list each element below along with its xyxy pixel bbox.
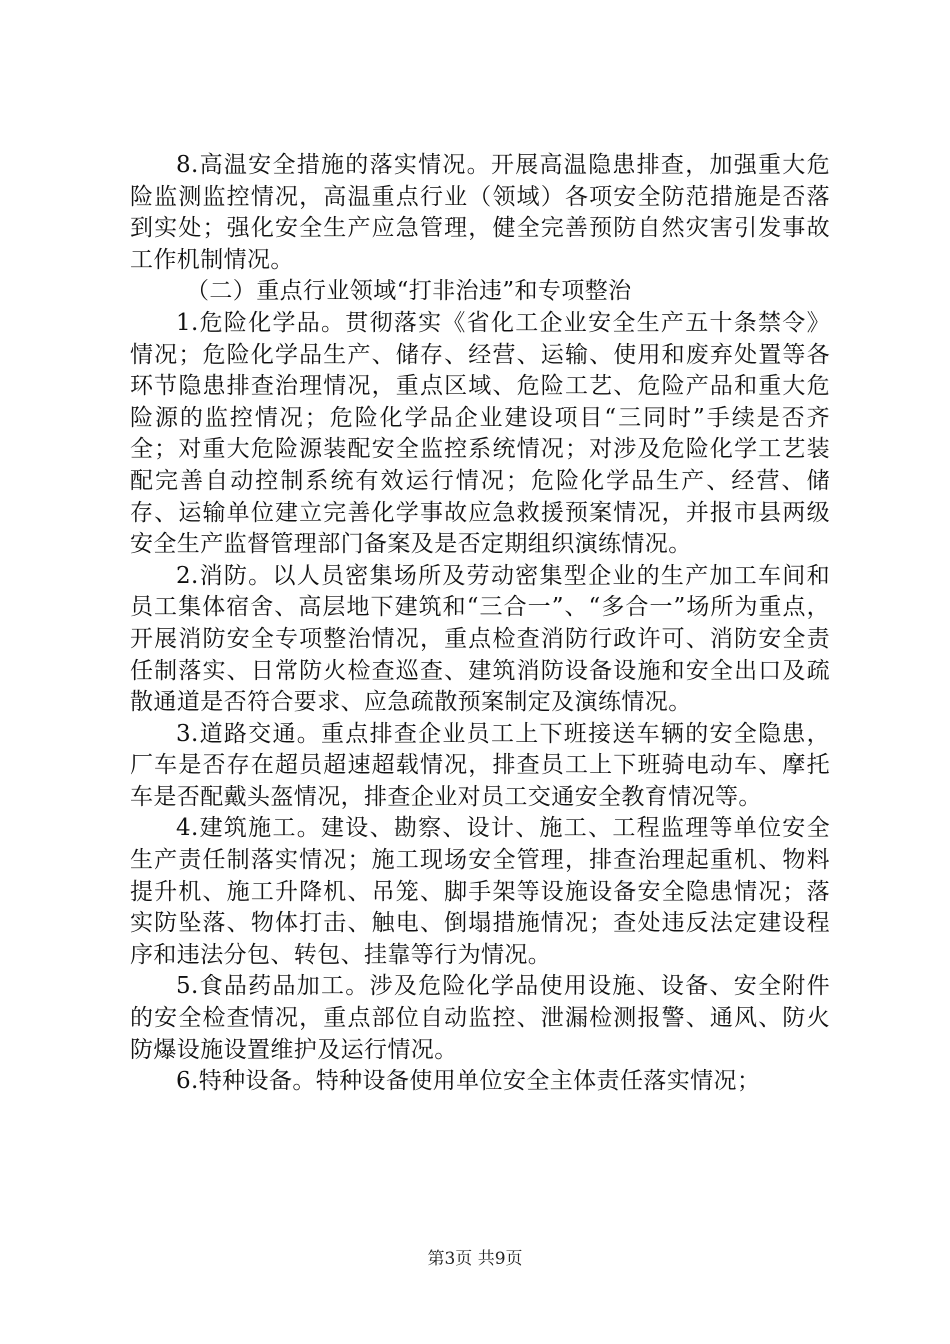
document-body: [130, 150, 830, 1098]
paragraph-high-temperature: 8.高温安全措施的落实情况。开展高温隐患排查，加强重大危险监测监控情况，高温重点行业（领域）各项安全防范措施是否落到实处；强化安全生产应急管理，健全完善预防自然灾害引发事故工作机制情况。: [130, 152, 830, 273]
paragraph-food-drug: 5.食品药品加工。涉及危险化学品使用设施、设备、安全附件的安全检查情况，重点部位自动监控、泄漏检测报警、通风、防火防爆设施设置维护及运行情况。: [130, 973, 830, 1063]
paragraph-fire-safety: 2.消防。以人员密集场所及劳动密集型企业的生产加工车间和员工集体宿舍、高层地下建筑和“三合一”、“多合一”场所为重点，开展消防安全专项整治情况，重点检查消防行政许可、消防安全责任制落实、日常防火检查巡查、建筑消防设备设施和安全出口及疏散通道是否符合要求、应急疏散预案制定及演练情况。: [130, 562, 830, 716]
paragraph-construction: 4.建筑施工。建设、勘察、设计、施工、工程监理等单位安全生产责任制落实情况；施工现场安全管理，排查治理起重机、物料提升机、施工升降机、吊笼、脚手架等设施设备安全隐患情况；落实防坠落、物体打击、触电、倒塌措施情况；查处违反法定建设程序和违法分包、转包、挂靠等行为情况。: [130, 815, 830, 968]
page-number-footer: 第3页 共9页: [427, 1249, 523, 1269]
paragraph-hazardous-chemicals: 1.危险化学品。贯彻落实《省化工企业安全生产五十条禁令》情况；危险化学品生产、储存、经营、运输、使用和废弃处置等各环节隐患排查治理情况，重点区域、危险工艺、危险产品和重大危险源的监控情况；危险化学品企业建设项目“三同时”手续是否齐全；对重大危险源装配安全监控系统情况；对涉及危险化学工艺装配完善自动控制系统有效运行情况；危险化学品生产、经营、储存、运输单位建立完善化学事故应急救援预案情况，并报市县两级安全生产监督管理部门备案及是否定期组织演练情况。: [130, 309, 830, 558]
paragraph-special-equipment: 6.特种设备。特种设备使用单位安全主体责任落实情况；: [176, 1068, 761, 1095]
section-heading: （二）重点行业领域“打非治违”和专项整治: [186, 278, 632, 305]
paragraph-road-traffic: 3.道路交通。重点排查企业员工上下班接送车辆的安全隐患，厂车是否存在超员超速超载情况，排查员工上下班骑电动车、摩托车是否配戴头盔情况，排查企业对员工交通安全教育情况等。: [130, 720, 830, 810]
